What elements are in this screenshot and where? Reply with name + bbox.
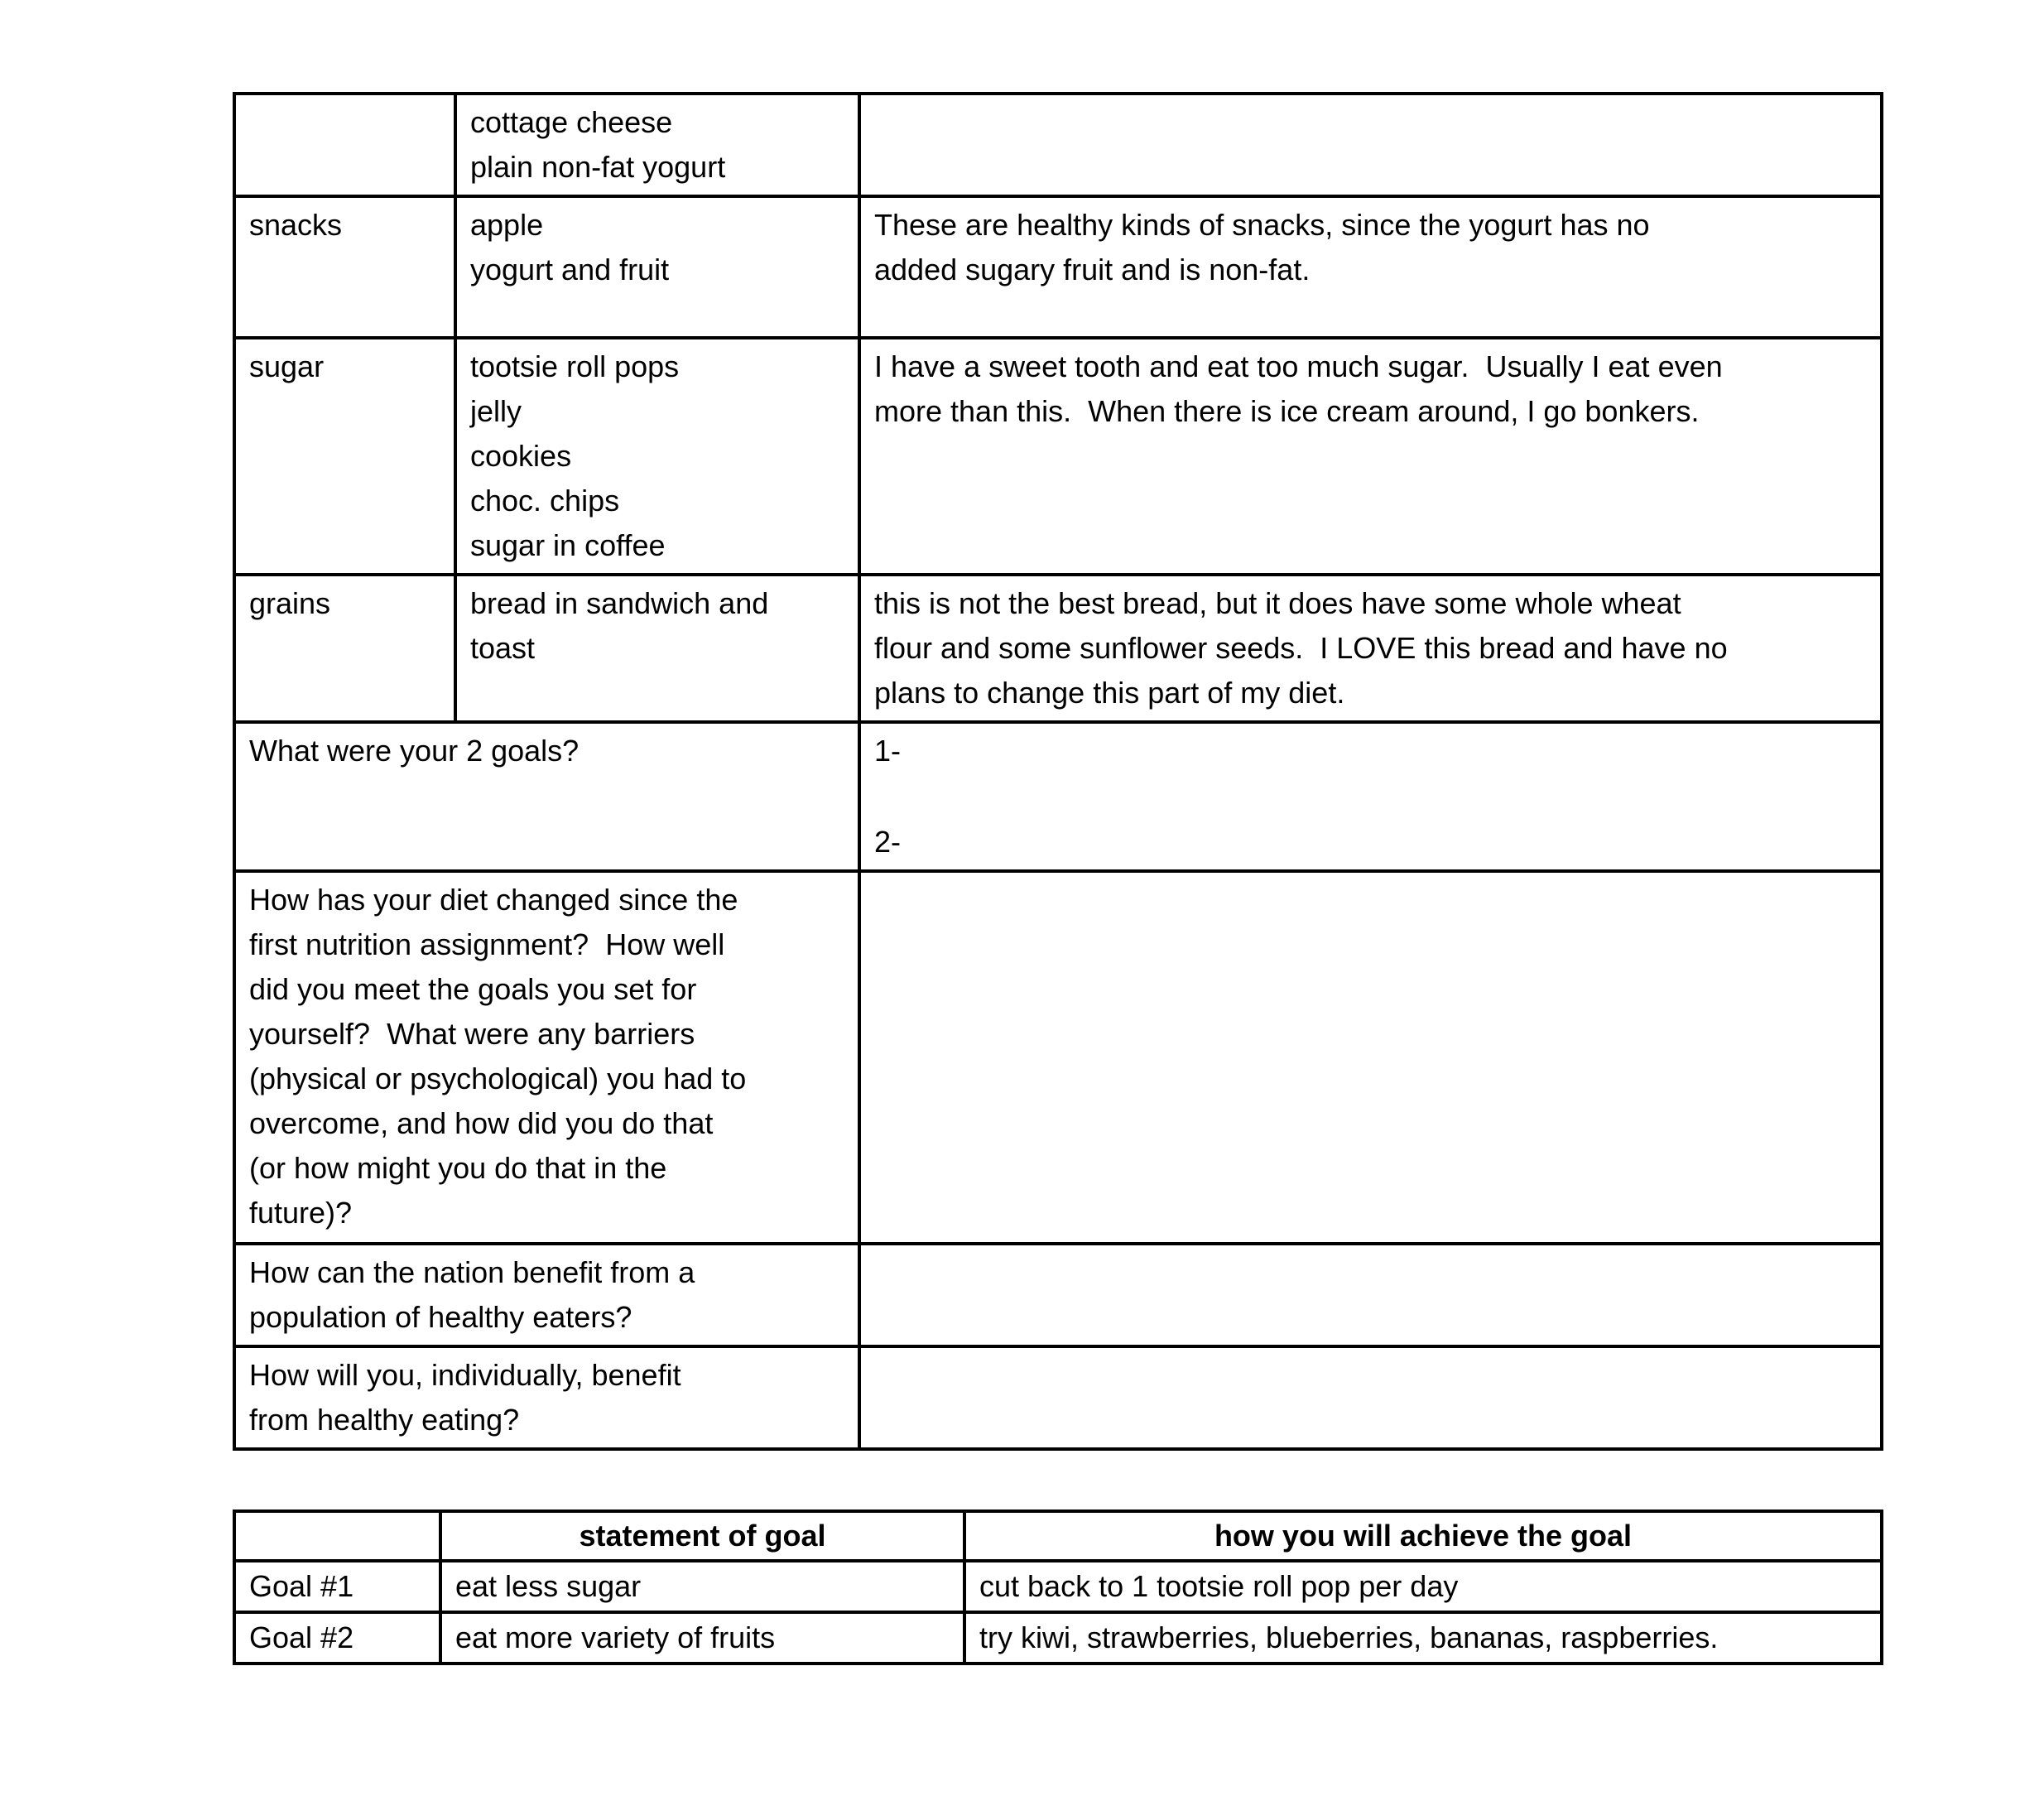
text-line: tootsie roll pops (470, 349, 680, 383)
table-row-snacks (234, 196, 1882, 338)
text-line: population of healthy eaters? (249, 1300, 632, 1334)
table-row-two-goals-question (234, 722, 1882, 871)
goal-label: Goal #1 (249, 1569, 354, 1603)
question-cell (234, 722, 859, 871)
table-row-sugar (234, 338, 1882, 575)
goal-row-2 (234, 1612, 1882, 1664)
answer-cell (859, 1346, 1882, 1449)
answer-cell (859, 1244, 1882, 1346)
foods-cell (455, 575, 859, 722)
text-line: What were your 2 goals? (249, 734, 580, 768)
text-line: future)? (249, 1196, 353, 1230)
text-line: bread in sandwich and (470, 586, 769, 620)
text-line: toast (470, 631, 536, 665)
table-row-dairy-continued (234, 94, 1882, 196)
comment-cell (859, 575, 1882, 722)
category-label: grains (249, 586, 331, 620)
goal-statement-cell (440, 1612, 964, 1664)
text-line: 1- (874, 734, 902, 768)
text-line: How will you, individually, benefit (249, 1358, 681, 1392)
question-cell (234, 871, 859, 1244)
text-line: more than this. When there is ice cream around, I go bonkers. (874, 394, 1700, 428)
text-line: How can the nation benefit from a (249, 1255, 695, 1289)
goal-label-cell (234, 1612, 440, 1664)
category-cell (234, 338, 455, 575)
goal-how: try kiwi, strawberries, blueberries, bananas, raspberries. (979, 1620, 1719, 1654)
goal-statement-cell (440, 1561, 964, 1612)
comment-cell (859, 338, 1882, 575)
comment-cell (859, 94, 1882, 196)
goals-header-how: how you will achieve the goal (964, 1511, 1882, 1561)
text-line: yogurt and fruit (470, 253, 670, 286)
text-line: from healthy eating? (249, 1403, 520, 1437)
foods-cell (455, 338, 859, 575)
text-line: added sugary fruit and is non-fat. (874, 253, 1311, 286)
goals-header-statement: statement of goal (440, 1511, 964, 1561)
table-row-grains (234, 575, 1882, 722)
foods-cell (455, 94, 859, 196)
category-label: sugar (249, 349, 325, 383)
category-cell (234, 575, 455, 722)
text-line: yourself? What were any barriers (249, 1017, 695, 1051)
text-line: jelly (470, 394, 522, 428)
text-line: I have a sweet tooth and eat too much sugar. Usually I eat even (874, 349, 1723, 383)
text-line: this is not the best bread, but it does have some whole wheat (874, 586, 1681, 620)
text-line: did you meet the goals you set for (249, 972, 697, 1006)
text-line: first nutrition assignment? How well (249, 927, 725, 961)
text-line: overcome, and how did you do that (249, 1106, 714, 1140)
goals-table (233, 1510, 1883, 1665)
comment-cell (859, 196, 1882, 338)
category-cell (234, 196, 455, 338)
table-row-nation-benefit-question (234, 1244, 1882, 1346)
text-line: flour and some sunflower seeds. I LOVE this bread and have no (874, 631, 1728, 665)
goals-header-empty-cell (234, 1511, 440, 1561)
nutrition-review-table (233, 92, 1883, 1451)
text-line: plans to change this part of my diet. (874, 676, 1345, 710)
answer-cell (859, 722, 1882, 871)
text-line: cottage cheese (470, 105, 673, 139)
table-row-diet-changed-question (234, 871, 1882, 1244)
goal-how-cell (964, 1561, 1882, 1612)
question-cell (234, 1244, 859, 1346)
goal-how-cell (964, 1612, 1882, 1664)
category-label: snacks (249, 208, 343, 242)
text-line: (or how might you do that in the (249, 1151, 667, 1185)
text-line: (physical or psychological) you had to (249, 1062, 747, 1095)
goal-statement: eat less sugar (455, 1569, 642, 1603)
text-line: 2- (874, 825, 902, 859)
text-line: apple (470, 208, 544, 242)
text-line: choc. chips (470, 484, 620, 518)
text-line: These are healthy kinds of snacks, since the yogurt has no (874, 208, 1650, 242)
text-line: sugar in coffee (470, 528, 666, 562)
answer-cell (859, 871, 1882, 1244)
category-cell (234, 94, 455, 196)
text-line: How has your diet changed since the (249, 883, 738, 917)
goal-how: cut back to 1 tootsie roll pop per day (979, 1569, 1459, 1603)
foods-cell (455, 196, 859, 338)
goal-statement: eat more variety of fruits (455, 1620, 776, 1654)
table-row-individual-benefit-question (234, 1346, 1882, 1449)
goals-header-row (234, 1511, 1882, 1561)
text-line: cookies (470, 439, 572, 473)
goal-label: Goal #2 (249, 1620, 354, 1654)
goal-label-cell (234, 1561, 440, 1612)
question-cell (234, 1346, 859, 1449)
text-line: plain non-fat yogurt (470, 150, 726, 184)
goal-row-1 (234, 1561, 1882, 1612)
